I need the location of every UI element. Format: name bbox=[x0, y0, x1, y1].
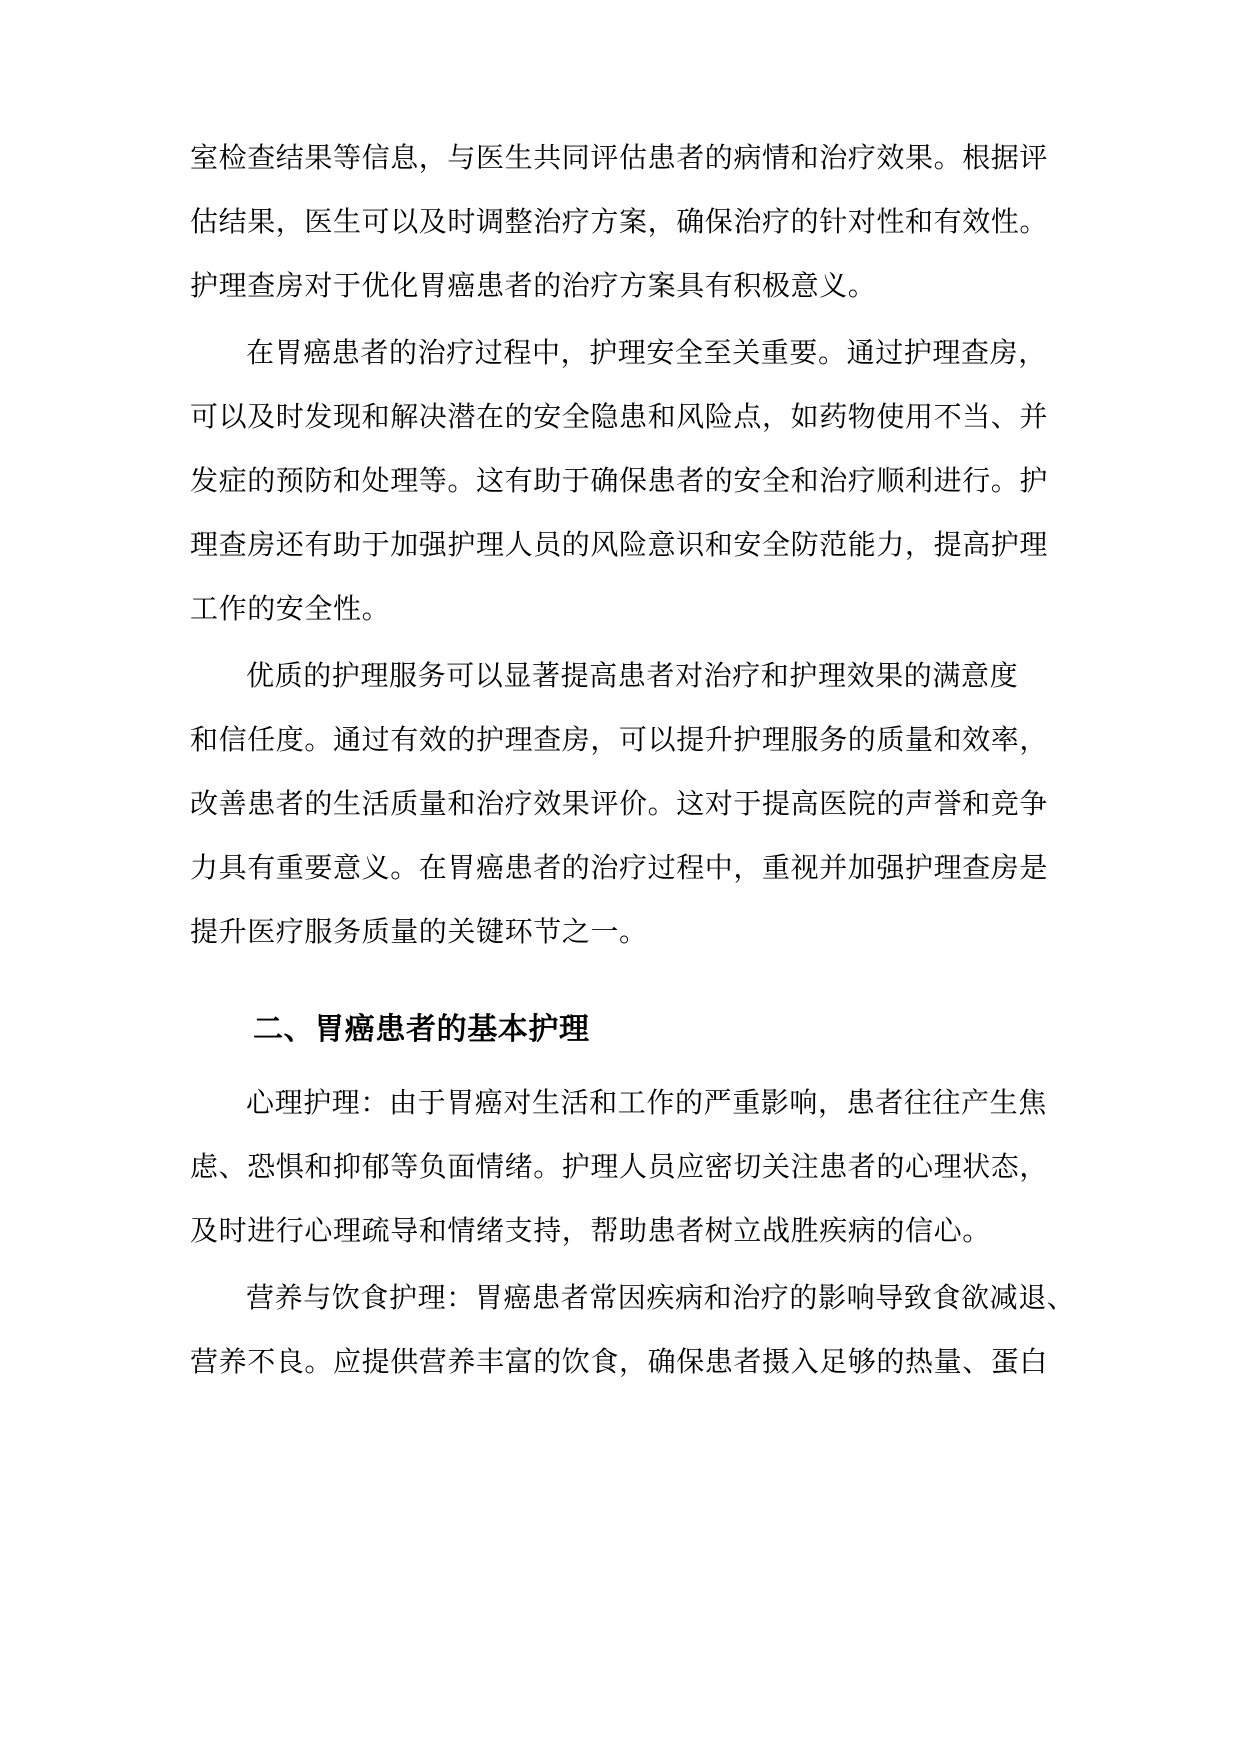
paragraph-line: 在胃癌患者的治疗过程中，护理安全至关重要。通过护理查房， bbox=[246, 336, 1047, 369]
paragraph-line: 护理查房对于优化胃癌患者的治疗方案具有积极意义。 bbox=[190, 269, 877, 302]
paragraph-line: 可以及时发现和解决潜在的安全隐患和风险点，如药物使用不当、并 bbox=[190, 400, 1049, 433]
paragraph-line: 营养与饮食护理：胃癌患者常因疾病和治疗的影响导致食欲减退、 bbox=[246, 1281, 1076, 1314]
paragraph-line: 提升医疗服务质量的关键环节之一。 bbox=[190, 915, 648, 948]
paragraph-line: 改善患者的生活质量和治疗效果评价。这对于提高医院的声誉和竞争 bbox=[190, 787, 1049, 820]
section-heading: 二、胃癌患者的基本护理 bbox=[253, 1012, 590, 1047]
paragraph-line: 工作的安全性。 bbox=[190, 592, 391, 625]
paragraph-line: 估结果，医生可以及时调整治疗方案，确保治疗的针对性和有效性。 bbox=[190, 205, 1049, 238]
paragraph-line: 优质的护理服务可以显著提高患者对治疗和护理效果的满意度 bbox=[246, 659, 1019, 692]
paragraph-line: 室检查结果等信息，与医生共同评估患者的病情和治疗效果。根据评 bbox=[190, 141, 1049, 174]
paragraph-line: 发症的预防和处理等。这有助于确保患者的安全和治疗顺利进行。护 bbox=[190, 464, 1049, 497]
paragraph-line: 及时进行心理疏导和情绪支持，帮助患者树立战胜疾病的信心。 bbox=[190, 1214, 991, 1247]
paragraph-line: 和信任度。通过有效的护理查房，可以提升护理服务的质量和效率， bbox=[190, 723, 1049, 756]
paragraph-line: 虑、恐惧和抑郁等负面情绪。护理人员应密切关注患者的心理状态， bbox=[190, 1150, 1049, 1183]
paragraph-line: 心理护理：由于胃癌对生活和工作的严重影响，患者往往产生焦 bbox=[246, 1086, 1047, 1119]
paragraph-line: 理查房还有助于加强护理人员的风险意识和安全防范能力，提高护理 bbox=[190, 528, 1049, 561]
paragraph-line: 营养不良。应提供营养丰富的饮食，确保患者摄入足够的热量、蛋白 bbox=[190, 1345, 1049, 1378]
paragraph-line: 力具有重要意义。在胃癌患者的治疗过程中，重视并加强护理查房是 bbox=[190, 851, 1049, 884]
